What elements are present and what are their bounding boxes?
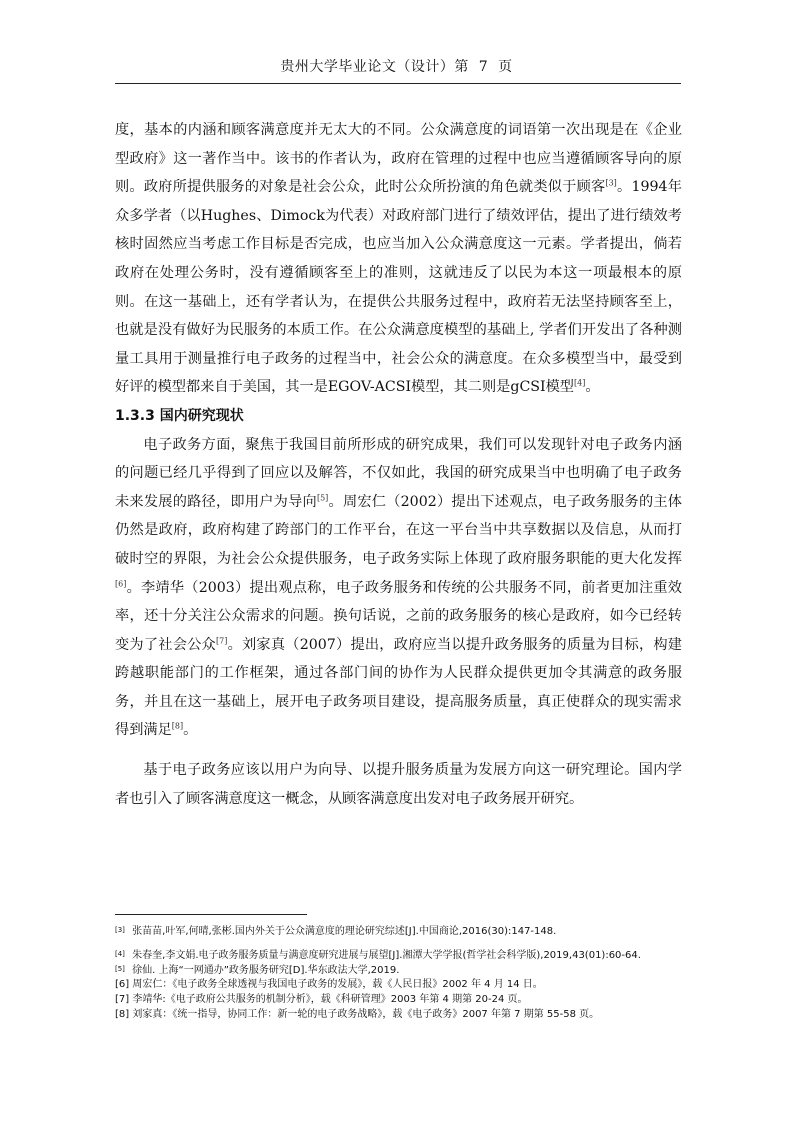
text-run: 。李靖华（2003）提出观点称，电子政务服务和传统的公共服务不同，前者更加注重效率，还十分关注公众需求的问题。换句话说，之前的政务服务的核心是政府，如今已经转变为了社会公众 — [115, 579, 682, 653]
footnote-text: 刘家真：《统一指导，协同工作：新一轮的电子政务战略》，载《电子政务》2007 年第 7 期第 55-58 页。 — [129, 1008, 600, 1020]
citation-marker[interactable]: [4] — [574, 378, 586, 388]
body-text — [115, 116, 682, 813]
footnote-mark: [3] — [115, 926, 125, 934]
citation-marker[interactable]: [5] — [316, 492, 329, 502]
footnote-mark: [5] — [115, 964, 125, 973]
citation-marker[interactable]: [8] — [171, 721, 184, 731]
text-run: 。刘家真（2007）提出，政府应当以提升政务服务的质量为目标，构建跨越职能部门的工作框架，通过各部门间的协作为人民群众提供更加令其满意的政务服务，并且在这一基础上，展开电子政务项目建设，提高服务质量，真正使群众的现实需求得到满足 — [115, 636, 682, 739]
text-run: 电子政务方面，聚焦于我国目前所形成的研究成果，我们可以发现针对电子政务内涵的问题已经几乎得到了回应以及解答，不仅如此，我国的研究成果当中也明确了电子政务未来发展的路径，即用户为导向 — [115, 436, 682, 510]
page-header: 贵州大学毕业论文（设计）第 7 页 — [280, 59, 513, 75]
footnote — [115, 964, 695, 979]
header-divider — [115, 83, 681, 84]
footnotes — [115, 925, 695, 1023]
footnote-divider — [115, 914, 307, 915]
citation-marker[interactable]: [3] — [605, 178, 617, 188]
footnote — [115, 1008, 695, 1023]
footnote-text: 徐仙. 上海“一网通办”政务服务研究[D].华东政法大学,2019. — [129, 964, 400, 976]
footnote-text: 张苗苗,叶军,何晴,张彬.国内外关于公众满意度的理论研究综述[J].中国商论,2016(30):147-148. — [129, 926, 557, 937]
text-run: 度，基本的内涵和顾客满意度并无太大的不同。公众满意度的词语第一次出现是在《企业型政府》这一著作当中。该书的作者认为，政府在管理的过程中也应当遵循顾客导向的原则。政府所提供服务的对象是社会公众，此时公众所扮演的角色就类似于顾客 — [115, 122, 682, 196]
footnote-text: 周宏仁：《电子政务全球透视与我国电子政务的发展》，载《人民日报》2002 年 4 月 14 日。 — [129, 979, 543, 991]
footnote-mark: [8] — [115, 1008, 130, 1020]
footnote — [115, 978, 695, 993]
text-run: 。1994年众多学者（以Hughes、Dimock为代表）对政府部门进行了绩效评估，提出了进行绩效考核时固然应当考虑工作目标是否完成，也应当加入公众满意度这一元素。学者提出，倘若政府在处理公务时，没有遵循顾客至上的准则，这就违反了以民为本这一项最根本的原则。在这一基础上，还有学者认为，在提供公共服务过程中，政府若无法坚持顾客至上，也就是没有做好为民服务的本质工作。在公众满意度模型的基础上, 学者们开发出了各种测量工具用于测量推行电子政务的过程当中，社会公众的满意度。在众多模型当中，最受到好评的模型都来自于美国，其一是EGOV-ACSI模型，其二则是gCSI模型 — [115, 179, 682, 396]
footnote — [115, 925, 695, 940]
footnote — [115, 949, 695, 964]
footnote-mark: [4] — [115, 949, 125, 958]
footnote-text: 朱春奎,李文娟.电子政务服务质量与满意度研究进展与展望[J].湘潭大学学报(哲学社会科学版),2019,43(01):60-64. — [129, 949, 641, 961]
section-heading: 1.3.3 国内研究现状 — [115, 407, 244, 424]
paragraph-domestic-research — [115, 431, 682, 746]
citation-marker[interactable]: [6] — [115, 578, 127, 588]
footnote — [115, 993, 695, 1008]
text-run: 。周宏仁（2002）提出下述观点，电子政务服务的主体仍然是政府，政府构建了跨部门的工作平台，在这一平台当中共享数据以及信息，从而打破时空的界限，为社会公众提供服务，电子政务实际上体现了政府服务职能的更大化发挥 — [115, 493, 682, 567]
paragraph-conclusion: 基于电子政务应该以用户为向导、以提升服务质量为发展方向这一研究理论。国内学者也引入了顾客满意度这一概念，从顾客满意度出发对电子政务展开研究。 — [115, 762, 682, 807]
text-run: 。 — [585, 379, 600, 396]
footnote-mark: [6] — [115, 979, 130, 991]
paragraph-continued — [115, 116, 682, 402]
citation-marker[interactable]: [7] — [215, 635, 228, 645]
footnote-mark: [7] — [115, 994, 130, 1006]
footnote-text: 李靖华:《电子政府公共服务的机制分析》，载《科研管理》2003 年第 4 期第 20-24 页。 — [129, 994, 528, 1006]
text-run: 。 — [183, 722, 198, 739]
